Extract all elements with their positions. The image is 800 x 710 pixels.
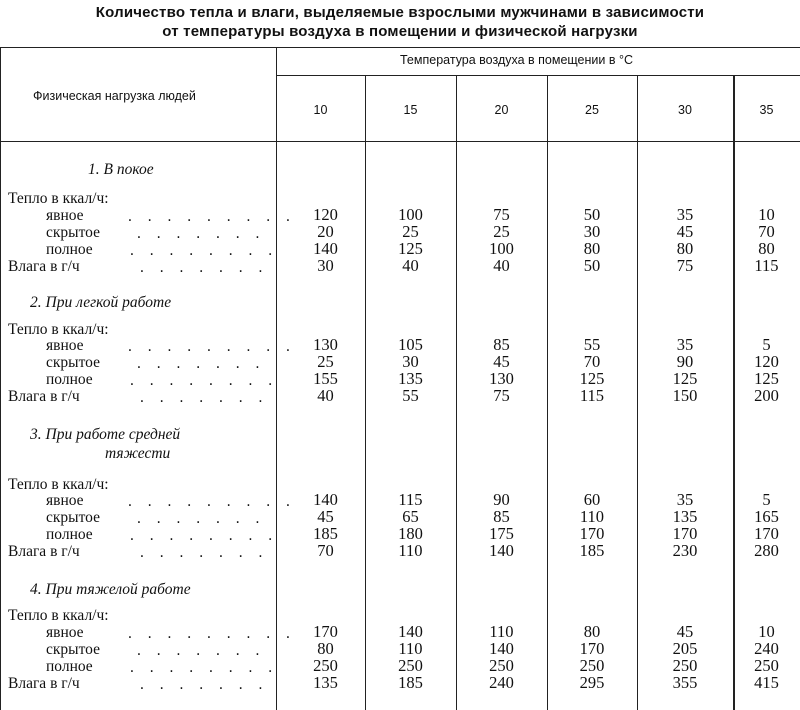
moisture-label: Влага в г/ч xyxy=(8,675,80,692)
table-cell: 155 xyxy=(313,369,338,388)
table-cell: 250 xyxy=(313,656,338,675)
table-cell: 115 xyxy=(398,490,423,509)
table-cell: 185 xyxy=(579,541,605,560)
table-cell: 25 xyxy=(493,222,510,241)
section-title: 4. При тяжелой работе xyxy=(30,581,191,598)
table-cell: 120 xyxy=(754,352,779,371)
table-cell: 45 xyxy=(676,622,694,641)
table-cell: 250 xyxy=(672,656,698,675)
table-cell: 130 xyxy=(313,335,338,354)
moisture-label: Влага в г/ч xyxy=(8,258,80,275)
table-cell: 25 xyxy=(317,352,334,371)
row-label: скрытое xyxy=(46,509,100,526)
table-cell: 205 xyxy=(672,639,698,658)
temperature-column-header: 15 xyxy=(403,103,418,117)
title-line-2: от температуры воздуха в помещении и физической нагрузки xyxy=(162,23,638,40)
column-divider xyxy=(637,75,638,710)
leader-dots: . . . . . . . . . xyxy=(128,208,296,225)
table-cell: 70 xyxy=(317,541,334,560)
table-cell: 50 xyxy=(583,205,601,224)
table-cell: 240 xyxy=(754,639,779,658)
table-cell: 110 xyxy=(579,507,605,526)
row-label: явное xyxy=(46,492,84,509)
header-bottom-rule xyxy=(0,141,800,142)
table-cell: 135 xyxy=(398,369,423,388)
table-cell: 30 xyxy=(317,256,334,275)
table-cell: 30 xyxy=(402,352,419,371)
table-cell: 165 xyxy=(754,507,779,526)
temperature-column-header: 35 xyxy=(759,103,774,117)
table-cell: 110 xyxy=(398,639,423,658)
table-cell: 45 xyxy=(317,507,334,526)
table-cell: 100 xyxy=(398,205,423,224)
heat-label: Тепло в ккал/ч: xyxy=(8,476,109,493)
table-cell: 250 xyxy=(754,656,779,675)
row-label: скрытое xyxy=(46,641,100,658)
leader-dots: . . . . . . . . xyxy=(130,242,279,259)
table-cell: 170 xyxy=(672,524,698,543)
leader-dots: . . . . . . . xyxy=(140,544,269,561)
row-label: полное xyxy=(46,658,93,675)
table-cell: 45 xyxy=(676,222,694,241)
table-cell: 115 xyxy=(754,256,779,275)
table-cell: 70 xyxy=(758,222,775,241)
table-cell: 80 xyxy=(676,239,694,258)
table-cell: 135 xyxy=(313,673,338,692)
leader-dots: . . . . . . . xyxy=(140,676,269,693)
table-cell: 40 xyxy=(317,386,334,405)
table-cell: 185 xyxy=(313,524,338,543)
table-cell: 125 xyxy=(754,369,779,388)
table-cell: 355 xyxy=(672,673,698,692)
table-cell: 5 xyxy=(762,335,771,354)
leader-dots: . . . . . . . . . xyxy=(128,338,296,355)
leader-dots: . . . . . . . xyxy=(137,225,266,242)
table-cell: 150 xyxy=(672,386,698,405)
table-cell: 25 xyxy=(402,222,419,241)
heat-label: Тепло в ккал/ч: xyxy=(8,607,109,624)
row-label: скрытое xyxy=(46,224,100,241)
row-label: полное xyxy=(46,526,93,543)
table-cell: 75 xyxy=(676,256,694,275)
row-label: полное xyxy=(46,371,93,388)
table-cell: 170 xyxy=(579,639,605,658)
table-cell: 70 xyxy=(583,352,601,371)
leader-dots: . . . . . . . xyxy=(137,355,266,372)
table-left-border xyxy=(0,47,1,710)
moisture-label: Влага в г/ч xyxy=(8,543,80,560)
table-cell: 10 xyxy=(758,622,775,641)
leader-dots: . . . . . . . xyxy=(140,389,269,406)
title-line-1: Количество тепла и влаги, выделяемые взрослыми мужчинами в зависимости xyxy=(95,4,705,21)
leader-dots: . . . . . . . xyxy=(137,510,266,527)
table-cell: 180 xyxy=(398,524,423,543)
column-divider xyxy=(365,75,366,710)
table-cell: 175 xyxy=(489,524,514,543)
table-cell: 125 xyxy=(579,369,605,388)
leader-dots: . . . . . . . . . xyxy=(128,625,296,642)
table-cell: 10 xyxy=(758,205,775,224)
temperature-header: Температура воздуха в помещении в °С xyxy=(400,53,633,67)
table-cell: 40 xyxy=(493,256,510,275)
table-cell: 35 xyxy=(676,335,694,354)
table-cell: 415 xyxy=(754,673,779,692)
leader-dots: . . . . . . . . xyxy=(130,659,279,676)
table-cell: 250 xyxy=(398,656,423,675)
temperature-column-header: 25 xyxy=(585,103,599,117)
temperature-column-header: 30 xyxy=(678,103,692,117)
row-label: явное xyxy=(46,337,84,354)
table-cell: 140 xyxy=(313,490,338,509)
table-cell: 75 xyxy=(493,386,510,405)
table-cell: 140 xyxy=(489,639,514,658)
temperature-column-header: 20 xyxy=(494,103,509,117)
table-cell: 55 xyxy=(583,335,601,354)
table-cell: 280 xyxy=(754,541,779,560)
table-cell: 170 xyxy=(579,524,605,543)
table-cell: 115 xyxy=(579,386,605,405)
table-cell: 240 xyxy=(489,673,514,692)
table-cell: 140 xyxy=(489,541,514,560)
heat-label: Тепло в ккал/ч: xyxy=(8,190,109,207)
table-top-rule xyxy=(0,47,800,48)
temperature-column-header: 10 xyxy=(313,103,328,117)
table-cell: 185 xyxy=(398,673,423,692)
leader-dots: . . . . . . . xyxy=(140,259,269,276)
table-cell: 200 xyxy=(754,386,779,405)
table-cell: 40 xyxy=(402,256,419,275)
section-title: 3. При работе средней xyxy=(30,426,181,443)
table-cell: 125 xyxy=(398,239,423,258)
table-cell: 230 xyxy=(672,541,698,560)
row-label: явное xyxy=(46,207,84,224)
table-cell: 100 xyxy=(489,239,514,258)
table-cell: 90 xyxy=(676,352,694,371)
table-cell: 90 xyxy=(493,490,510,509)
leader-dots: . . . . . . . . . xyxy=(128,493,296,510)
leader-dots: . . . . . . . . xyxy=(130,527,279,544)
leader-dots: . . . . . . . xyxy=(137,642,266,659)
section-title-continued: тяжести xyxy=(105,445,171,462)
table-cell: 85 xyxy=(493,335,510,354)
table-cell: 140 xyxy=(313,239,338,258)
table-cell: 80 xyxy=(758,239,775,258)
section-title: 1. В покое xyxy=(88,161,154,178)
table-cell: 140 xyxy=(398,622,423,641)
row-label-header: Физическая нагрузка людей xyxy=(33,89,196,103)
table-cell: 20 xyxy=(317,222,334,241)
table-cell: 5 xyxy=(762,490,771,509)
row-label: полное xyxy=(46,241,93,258)
table-cell: 35 xyxy=(676,490,694,509)
table-cell: 250 xyxy=(489,656,514,675)
table-cell: 125 xyxy=(672,369,698,388)
column-divider xyxy=(733,75,735,710)
column-divider xyxy=(456,75,457,710)
table-cell: 80 xyxy=(583,622,601,641)
table-cell: 60 xyxy=(583,490,601,509)
table-cell: 75 xyxy=(493,205,510,224)
table-cell: 110 xyxy=(489,622,514,641)
table-cell: 45 xyxy=(493,352,510,371)
leader-dots: . . . . . . . . xyxy=(130,372,279,389)
section-title: 2. При легкой работе xyxy=(30,294,172,311)
table-cell: 250 xyxy=(579,656,605,675)
table-cell: 135 xyxy=(672,507,698,526)
table-cell: 30 xyxy=(583,222,601,241)
heat-label: Тепло в ккал/ч: xyxy=(8,321,109,338)
table-cell: 110 xyxy=(398,541,423,560)
table-cell: 35 xyxy=(676,205,694,224)
column-divider xyxy=(547,75,548,710)
table-cell: 80 xyxy=(317,639,334,658)
table-cell: 105 xyxy=(398,335,423,354)
row-label: скрытое xyxy=(46,354,100,371)
row-label: явное xyxy=(46,624,84,641)
table-cell: 170 xyxy=(754,524,779,543)
table-cell: 50 xyxy=(583,256,601,275)
table-cell: 120 xyxy=(313,205,338,224)
table-cell: 130 xyxy=(489,369,514,388)
temp-label-rule xyxy=(276,75,800,76)
table-cell: 85 xyxy=(493,507,510,526)
moisture-label: Влага в г/ч xyxy=(8,388,80,405)
table-cell: 295 xyxy=(579,673,605,692)
table-cell: 65 xyxy=(402,507,419,526)
table-cell: 170 xyxy=(313,622,338,641)
table-cell: 80 xyxy=(583,239,601,258)
table-cell: 55 xyxy=(402,386,419,405)
